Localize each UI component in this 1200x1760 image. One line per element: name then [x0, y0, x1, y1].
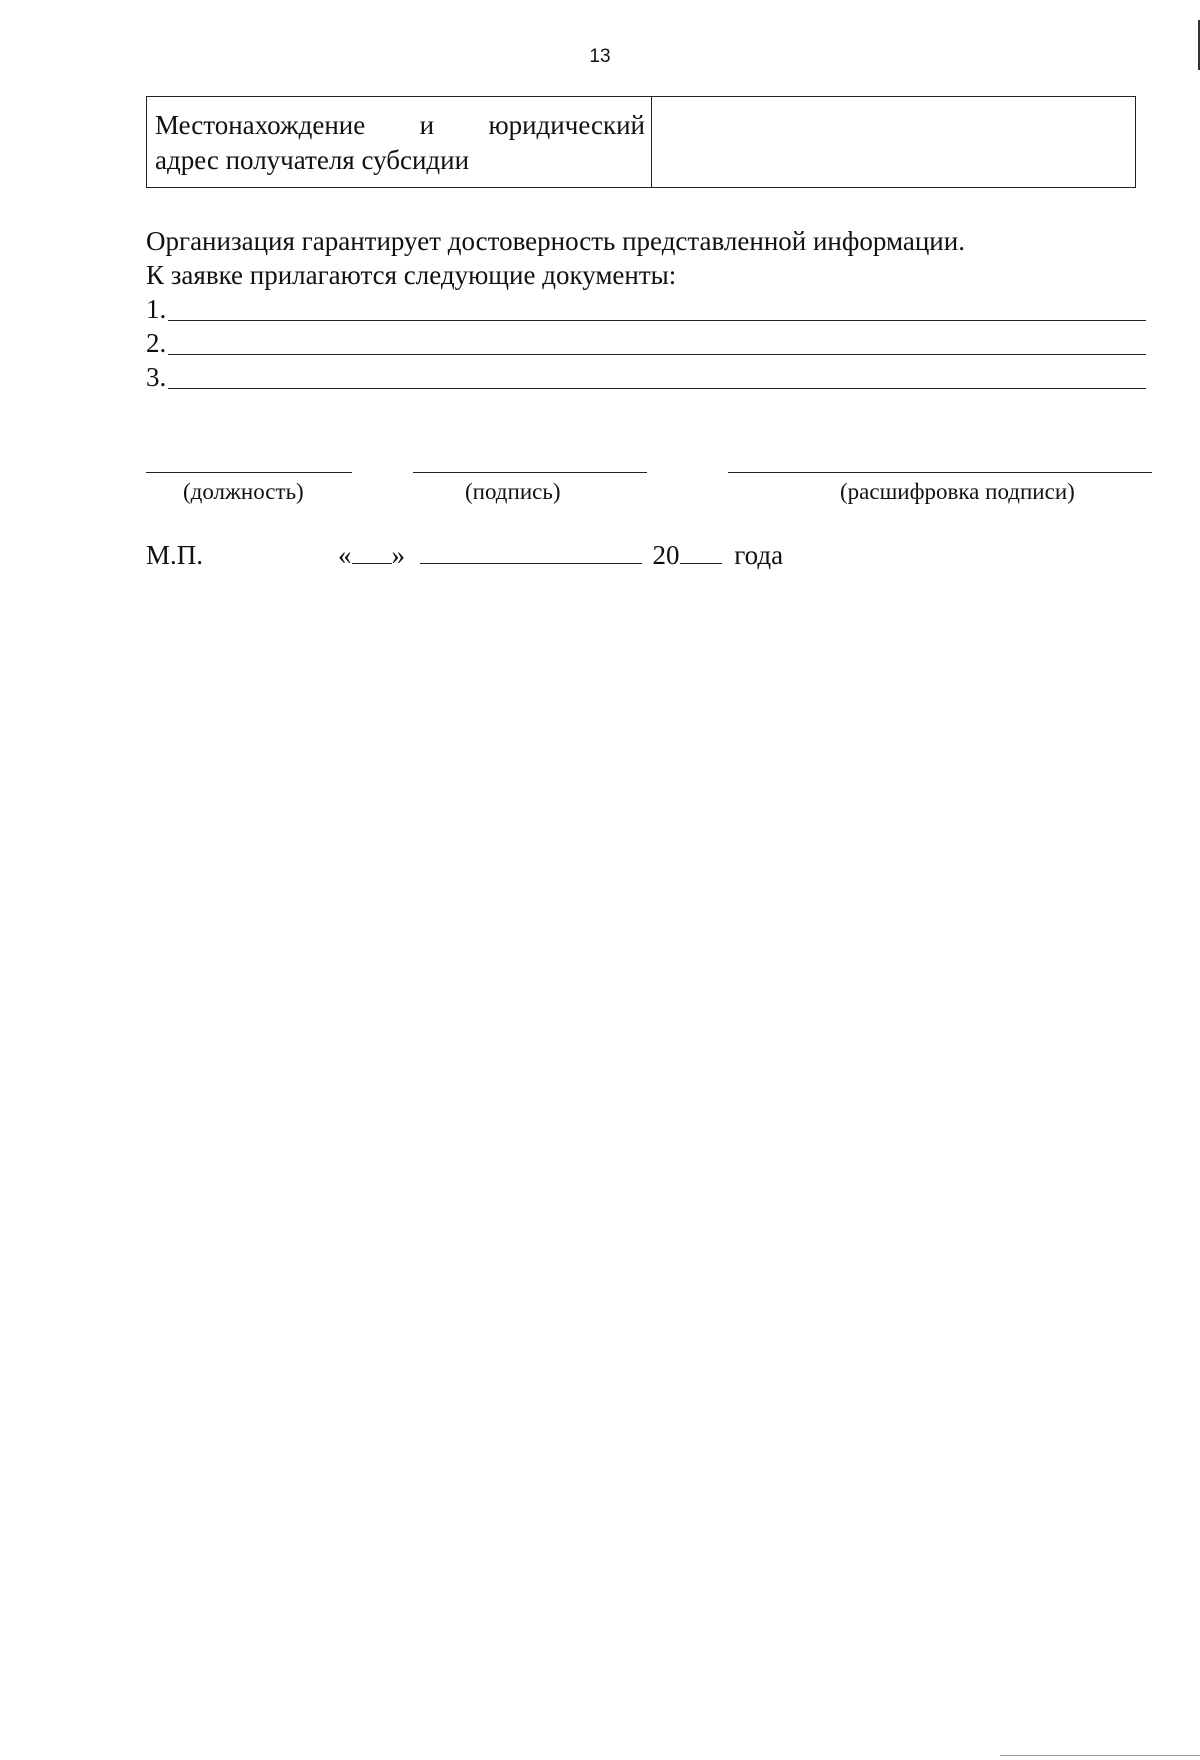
- scan-foot-mark: [1000, 1755, 1200, 1756]
- attachment-row-1[interactable]: [146, 292, 1146, 326]
- decoding-sign-line[interactable]: [728, 472, 1152, 473]
- attachment-blank-line[interactable]: [168, 292, 1146, 321]
- attachment-number: 3.: [146, 362, 167, 392]
- stamp-label: М.П.: [146, 540, 204, 570]
- year-blank[interactable]: [680, 539, 722, 564]
- guarantee-statement: Организация гарантирует достоверность представленной информации.: [146, 226, 965, 256]
- decoding-caption: (расшифровка подписи): [840, 479, 1075, 504]
- attachment-row-2[interactable]: [146, 326, 1146, 360]
- table-label-cell: [147, 97, 652, 187]
- table-label-line2: адрес получателя субсидии: [155, 145, 470, 175]
- table-label-line1: [155, 108, 645, 143]
- label-word-location: Местонахождение: [155, 110, 366, 140]
- attachment-number: 2.: [146, 328, 167, 358]
- table-value-cell[interactable]: [652, 97, 1135, 187]
- year-prefix: 20: [652, 540, 680, 570]
- label-word-legal: юридический: [488, 110, 645, 140]
- year-suffix: года: [734, 540, 784, 570]
- quote-close: »: [391, 540, 405, 570]
- info-table: [146, 96, 1136, 188]
- position-caption: (должность): [183, 479, 304, 504]
- signature-caption: (подпись): [465, 479, 561, 504]
- attachments-intro: К заявке прилагаются следующие документы:: [146, 260, 677, 290]
- month-blank[interactable]: [420, 539, 642, 564]
- attachment-blank-line[interactable]: [168, 360, 1146, 389]
- day-blank[interactable]: [352, 539, 392, 564]
- attachment-number: 1.: [146, 294, 167, 324]
- quote-open: «: [338, 540, 352, 570]
- position-sign-line[interactable]: [146, 472, 352, 473]
- signature-sign-line[interactable]: [413, 472, 647, 473]
- attachment-blank-line[interactable]: [168, 326, 1146, 355]
- date-field[interactable]: [338, 538, 783, 572]
- page-number: 13: [589, 46, 611, 67]
- attachment-row-3[interactable]: [146, 360, 1146, 394]
- label-word-and: и: [419, 110, 435, 140]
